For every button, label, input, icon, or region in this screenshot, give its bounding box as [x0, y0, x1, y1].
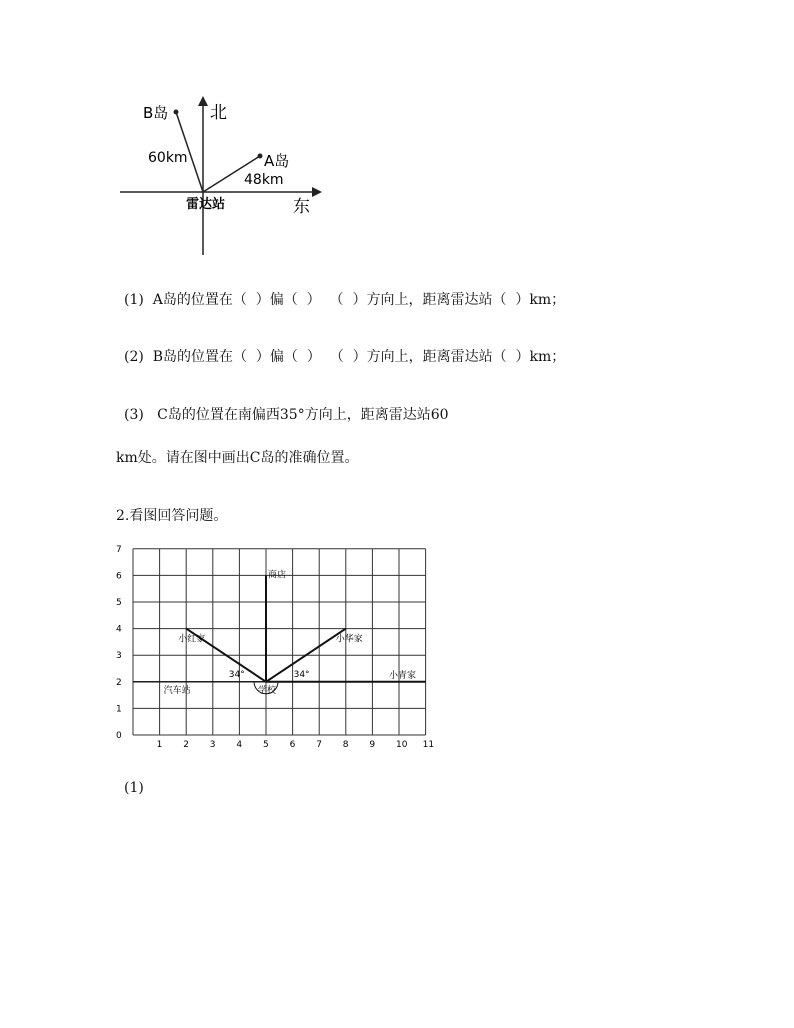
question-3-line2: km处。请在图中画出C岛的准确位置。	[116, 450, 359, 466]
y-tick-label: 3	[116, 651, 122, 662]
question-2: (2) B岛的位置在（ ）偏（ ） （ ）方向上，距离雷达站（ ）km；	[124, 349, 566, 365]
x-tick-label: 2	[183, 740, 189, 750]
y-tick-label: 0	[116, 731, 122, 741]
x-tick-label: 9	[369, 740, 376, 750]
east-arrow	[312, 187, 322, 197]
label-north: 北	[210, 103, 227, 123]
y-tick-label: 7	[116, 544, 122, 555]
point-b	[174, 110, 179, 115]
label-xiaohong: 小红家	[178, 634, 206, 645]
point-a	[258, 154, 263, 159]
grid-map	[110, 535, 435, 750]
y-tick-label: 4	[116, 624, 122, 635]
x-tick-label: 1	[156, 740, 163, 750]
label-shop: 商店	[268, 570, 287, 581]
y-tick-label: 6	[116, 571, 122, 582]
x-tick-label: 10	[396, 740, 408, 750]
label-station: 雷达站	[186, 197, 226, 212]
x-tick-label: 11	[422, 740, 435, 750]
x-tick-label: 6	[289, 740, 296, 750]
label-dist-b: 60km	[148, 150, 188, 166]
question-3-line1: (3) C岛的位置在南偏西35°方向上，距离雷达站60	[124, 407, 449, 423]
y-tick-label: 5	[116, 598, 122, 608]
x-tick-label: 5	[263, 740, 269, 750]
x-tick-label: 7	[316, 740, 322, 750]
label-xiaohua: 小华家	[335, 634, 363, 645]
x-tick-label: 4	[236, 740, 243, 750]
section-2-sub1: (1)	[124, 780, 144, 796]
label-island-b: B岛	[143, 104, 169, 122]
label-dist-a: 48km	[244, 172, 284, 188]
label-island-a: A岛	[264, 152, 290, 170]
compass-diagram	[110, 90, 340, 260]
y-tick-label: 1	[116, 704, 122, 715]
label-school: 学校	[258, 685, 277, 696]
x-tick-label: 3	[209, 740, 216, 750]
north-arrow	[198, 96, 208, 106]
label-angle-right: 34°	[293, 669, 310, 680]
label-east: 东	[293, 197, 310, 217]
question-1: (1) A岛的位置在（ ）偏（ ） （ ）方向上，距离雷达站（ ）km；	[124, 292, 566, 308]
y-tick-label: 2	[116, 677, 122, 688]
label-xiaoqing: 小青家	[389, 670, 417, 681]
label-bus-station: 汽车站	[163, 685, 191, 696]
x-tick-label: 8	[342, 740, 349, 750]
section-2-title: 2.看图回答问题。	[116, 508, 228, 524]
label-angle-left: 34°	[228, 669, 245, 680]
